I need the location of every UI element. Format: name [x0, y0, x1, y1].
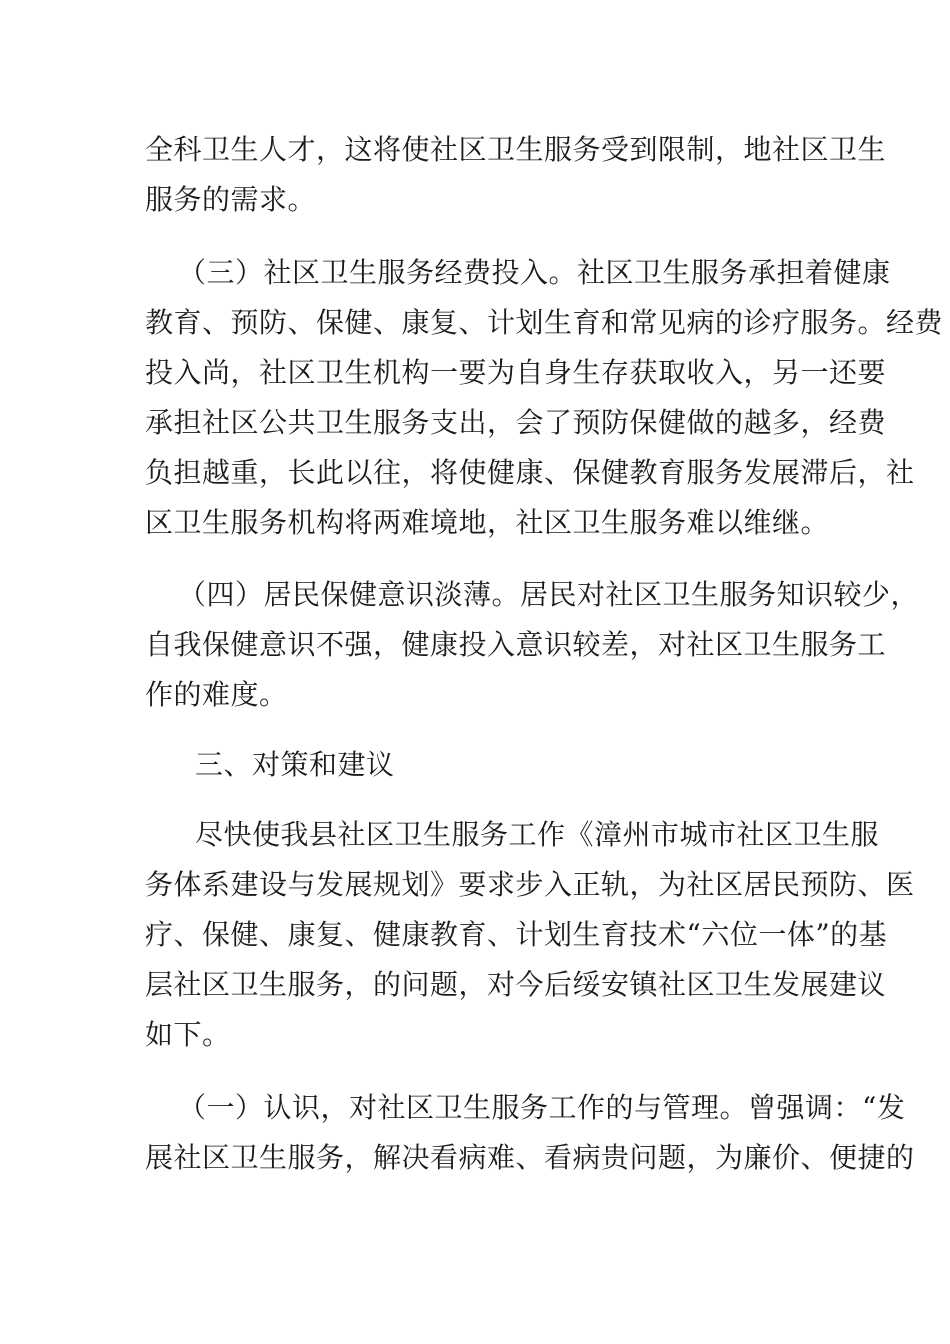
text-line: 如下。 [145, 1018, 231, 1051]
text-line: （一）认识，对社区卫生服务工作的与管理。曾强调：“发 [178, 1091, 906, 1124]
text-line: 教育、预防、保健、康复、计划生育和常见病的诊疗服务。经费 [145, 306, 944, 339]
text-line: 尽快使我县社区卫生服务工作《漳州市城市社区卫生服 [195, 818, 880, 851]
text-line: 负担越重，长此以往，将使健康、保健教育服务发展滞后，社 [145, 456, 915, 489]
text-line: 务体系建设与发展规划》要求步入正轨，为社区居民预防、医 [145, 868, 915, 901]
text-line: （三）社区卫生服务经费投入。社区卫生服务承担着健康 [178, 256, 891, 289]
text-line: 投入尚，社区卫生机构一要为自身生存获取收入，另一还要 [145, 356, 887, 389]
text-line: 展社区卫生服务，解决看病难、看病贵问题，为廉价、便捷的 [145, 1141, 915, 1174]
text-line: 服务的需求。 [145, 183, 317, 216]
text-line: 全科卫生人才，这将使社区卫生服务受到限制，地社区卫生 [145, 133, 887, 166]
text-line: 三、对策和建议 [195, 748, 395, 781]
text-line: 区卫生服务机构将两难境地，社区卫生服务难以维继。 [145, 506, 830, 539]
text-line: （四）居民保健意识淡薄。居民对社区卫生服务知识较少， [178, 578, 920, 611]
text-line: 自我保健意识不强，健康投入意识较差，对社区卫生服务工 [145, 628, 887, 661]
text-line: 作的难度。 [145, 678, 288, 711]
text-line: 层社区卫生服务，的问题，对今后绥安镇社区卫生发展建议 [145, 968, 887, 1001]
text-line: 承担社区公共卫生服务支出，会了预防保健做的越多，经费 [145, 406, 887, 439]
text-line: 疗、保健、康复、健康教育、计划生育技术“六位一体”的基 [145, 918, 888, 951]
